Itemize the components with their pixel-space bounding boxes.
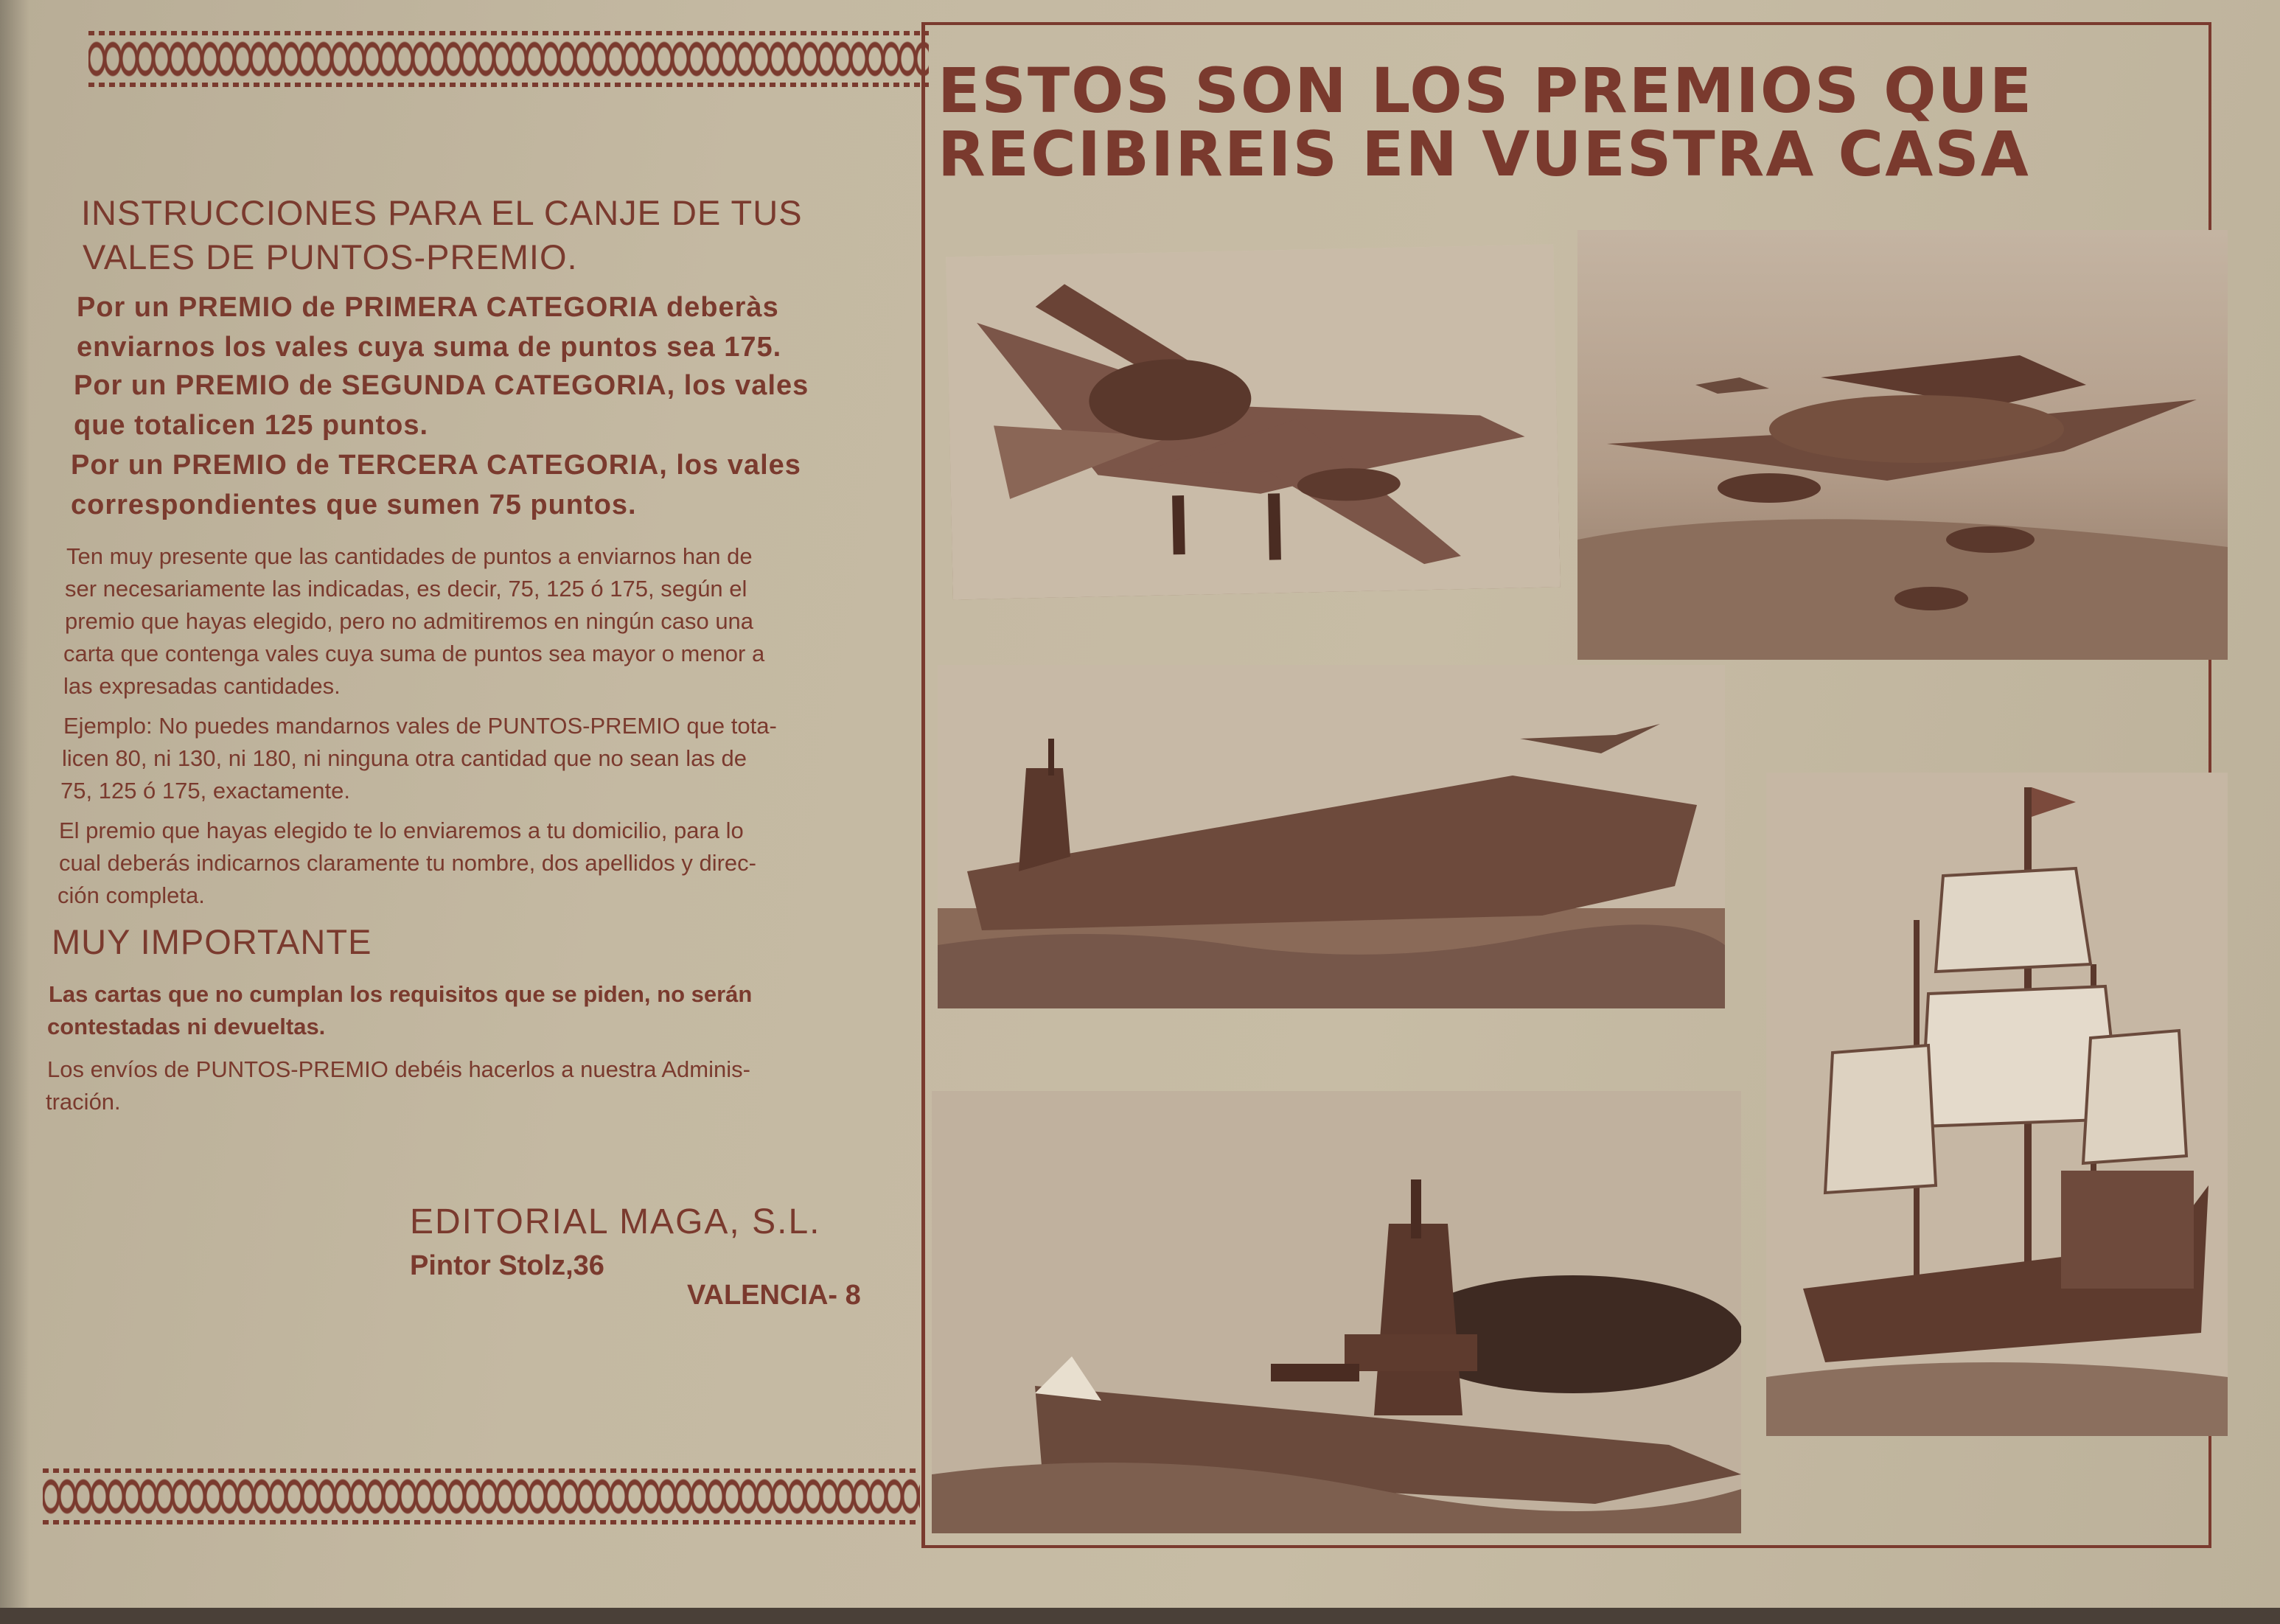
starfighter-jet-illustration	[1577, 230, 2228, 660]
example-line: licen 80, ni 130, ni 180, ni ninguna otra cantidad que no sean las de	[62, 745, 747, 771]
important-line: Los envíos de PUNTOS-PREMIO debéis hacerlos a nuestra Adminis-	[47, 1056, 750, 1082]
important-heading: MUY IMPORTANTE	[52, 922, 372, 961]
example-line: Ejemplo: No puedes mandarnos vales de PUNTOS-PREMIO que tota-	[63, 713, 777, 739]
prizes-headline-line1: ESTOS SON LOS PREMIOS QUE	[938, 55, 2034, 127]
notice-line: las expresadas cantidades.	[63, 673, 341, 699]
important-line: tración.	[46, 1089, 121, 1115]
publisher-street: Pintor Stolz,36	[410, 1250, 604, 1281]
rule-second-category-line1: Por un PREMIO de SEGUNDA CATEGORIA, los vales	[74, 370, 809, 401]
instructions-heading-line2: VALES DE PUNTOS-PREMIO.	[83, 237, 578, 276]
rule-third-category-line2: correspondientes que sumen 75 puntos.	[71, 489, 637, 520]
galleon-illustration	[1766, 773, 2228, 1436]
rule-second-category-line2: que totalicen 125 puntos.	[74, 410, 429, 441]
rule-first-category-line1: Por un PREMIO de PRIMERA CATEGORIA deberàs	[77, 292, 779, 323]
delivery-line: cual deberás indicarnos claramente tu nombre, dos apellidos y direc-	[59, 850, 756, 876]
notice-line: ser necesariamente las indicadas, es decir, 75, 125 ó 175, según el	[65, 576, 747, 602]
prizes-headline-line2: RECIBIREIS EN VUESTRA CASA	[938, 118, 2030, 190]
notice-line: Ten muy presente que las cantidades de puntos a enviarnos han de	[66, 543, 753, 569]
example-line: 75, 125 ó 175, exactamente.	[60, 778, 350, 804]
important-line: Las cartas que no cumplan los requisitos que se piden, no serán	[49, 981, 753, 1007]
rule-first-category-line2: enviarnos los vales cuya suma de puntos sea 175.	[77, 332, 782, 363]
aircraft-carrier-illustration	[938, 665, 1725, 1008]
page-bottom-edge	[0, 1608, 2280, 1624]
harrier-jet-illustration	[946, 244, 1561, 599]
important-line: contestadas ni devueltas.	[47, 1014, 326, 1039]
rule-third-category-line1: Por un PREMIO de TERCERA CATEGORIA, los vales	[71, 450, 801, 481]
battleship-illustration	[932, 1091, 1741, 1533]
delivery-line: ción completa.	[57, 882, 205, 908]
publisher-city: VALENCIA- 8	[687, 1280, 861, 1311]
notice-line: premio que hayas elegido, pero no admitiremos en ningún caso una	[65, 608, 754, 634]
notice-line: carta que contenga vales cuya suma de puntos sea mayor o menor a	[63, 641, 765, 666]
instructions-column	[0, 0, 921, 1624]
instructions-heading-line1: INSTRUCCIONES PARA EL CANJE DE TUS	[81, 193, 803, 232]
publisher-name: EDITORIAL MAGA, S.L.	[410, 1202, 821, 1241]
delivery-line: El premio que hayas elegido te lo enviaremos a tu domicilio, para lo	[59, 818, 744, 843]
